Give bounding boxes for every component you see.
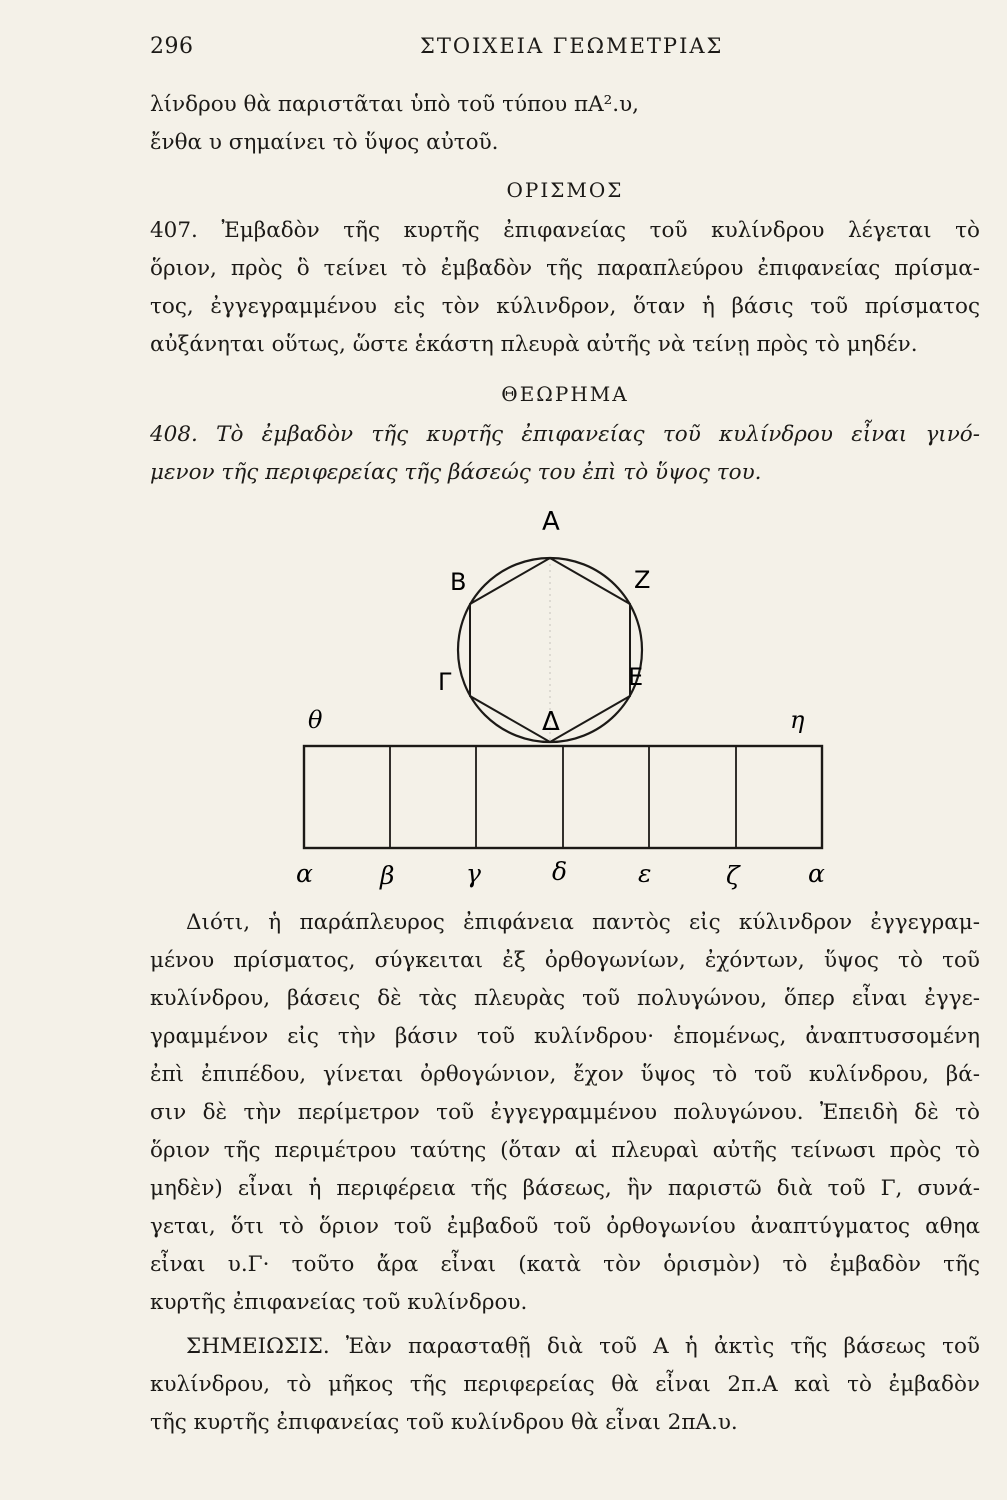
- definition-line: τος, ἐγγεγραμμένου εἰς τὸν κύλινδρον, ὅταν ἡ βάσις τοῦ πρίσματος: [150, 294, 980, 319]
- intro-line: ἔνθα υ σημαίνει τὸ ὕψος αὐτοῦ.: [150, 130, 499, 155]
- intro-paragraph: [150, 86, 980, 162]
- note-line: τῆς κυρτῆς ἐπιφανείας τοῦ κυλίνδρου θὰ εἶναι 2πΑ.υ.: [150, 1410, 738, 1435]
- theorem-line: 408. Τὸ ἐμβαδὸν τῆς κυρτῆς ἐπιφανείας τοῦ κυλίνδρου εἶναι γινό-: [150, 422, 980, 447]
- proof-line: Διότι, ἡ παράπλευρος ἐπιφάνεια παντὸς εἰς κύλινδρον ἐγγεγραμ-: [186, 910, 980, 935]
- label-epsilon: Ε: [628, 663, 644, 691]
- label-gamma: Γ: [438, 668, 452, 696]
- proof-line: ἐπὶ ἐπιπέδου, γίνεται ὀρθογώνιον, ἔχον ὕψος τὸ τοῦ κυλίνδρου, βά-: [150, 1062, 980, 1087]
- page-number: 296: [150, 34, 194, 59]
- note-line: κυλίνδρου, τὸ μῆκος τῆς περιφερείας θὰ εἶναι 2π.Α καὶ τὸ ἐμβαδὸν: [150, 1372, 980, 1397]
- label-zeta: Ζ: [634, 566, 651, 594]
- label-z: ζ: [726, 861, 740, 890]
- label-b: β: [380, 861, 395, 890]
- proof-line: μένου πρίσματος, σύγκειται ἐξ ὀρθογωνίων, ἐχόντων, ὕψος τὸ τοῦ: [150, 948, 980, 973]
- label-delta: Δ: [542, 707, 560, 737]
- theorem-heading: ΘΕΩΡΗΜΑ: [501, 382, 629, 406]
- label-g: γ: [466, 859, 481, 888]
- proof-line: σιν δὲ τὴν περίμετρον τοῦ ἐγγεγραμμένου πολυγώνου. Ἐπειδὴ δὲ τὸ: [150, 1100, 980, 1125]
- label-alpha-top: Α: [542, 507, 560, 537]
- definition-line: 407. Ἐμβαδὸν τῆς κυρτῆς ἐπιφανείας τοῦ κυλίνδρου λέγεται τὸ: [150, 218, 980, 243]
- proof-line: ὅριον τῆς περιμέτρου ταύτης (ὅταν αἱ πλευραὶ αὐτῆς τείνωσι πρὸς τὸ: [150, 1138, 980, 1163]
- theorem-line: μενον τῆς περιφερείας τῆς βάσεώς του ἐπὶ τὸ ὕψος του.: [150, 460, 762, 485]
- proof-line: εἶναι υ.Γ· τοῦτο ἄρα εἶναι (κατὰ τὸν ὁρισμὸν) τὸ ἐμβαδὸν τῆς: [150, 1252, 980, 1277]
- definition-line: ὅριον, πρὸς ὃ τείνει τὸ ἐμβαδὸν τῆς παραπλεύρου ἐπιφανείας πρίσμα-: [150, 256, 980, 281]
- theorem-statement: [150, 416, 980, 492]
- label-beta: Β: [450, 568, 467, 596]
- definition-heading: ΟΡΙΣΜΟΣ: [506, 178, 624, 202]
- label-d: δ: [552, 857, 568, 886]
- label-e: ε: [638, 859, 652, 888]
- definition-line: αὐξάνηται οὕτως, ὥστε ἑκάστη πλευρὰ αὐτῆς νὰ τείνῃ πρὸς τὸ μηδέν.: [150, 332, 918, 357]
- label-a-start: α: [296, 859, 313, 888]
- intro-line: λίνδρου θὰ παριστᾶται ὑπὸ τοῦ τύπου πΑ².υ,: [150, 92, 640, 117]
- cylinder-development-figure: [280, 500, 880, 900]
- note-paragraph: [150, 1328, 980, 1442]
- label-theta: θ: [308, 706, 323, 734]
- proof-line: κυρτῆς ἐπιφανείας τοῦ κυλίνδρου.: [150, 1290, 528, 1315]
- note-line: ΣΗΜΕΙΩΣΙΣ. Ἐὰν παρασταθῇ διὰ τοῦ Α ἡ ἀκτὶς τῆς βάσεως τοῦ: [186, 1334, 980, 1359]
- running-title: ΣΤΟΙΧΕΙΑ ΓΕΩΜΕΤΡΙΑΣ: [420, 34, 724, 58]
- proof-line: γεται, ὅτι τὸ ὅριον τοῦ ἐμβαδοῦ τοῦ ὀρθογωνίου ἀναπτύγματος αθηα: [150, 1214, 980, 1239]
- label-a-end: α: [808, 859, 825, 888]
- proof-paragraph: [150, 904, 980, 1322]
- proof-line: κυλίνδρου, βάσεις δὲ τὰς πλευρὰς τοῦ πολυγώνου, ὅπερ εἶναι ἐγγε-: [150, 986, 980, 1011]
- proof-line: γραμμένον εἰς τὴν βάσιν τοῦ κυλίνδρου· ἑπομένως, ἀναπτυσσομένη: [150, 1024, 980, 1049]
- label-eta: η: [790, 706, 805, 734]
- definition-paragraph: [150, 212, 980, 364]
- proof-line: μηδὲν) εἶναι ἡ περιφέρεια τῆς βάσεως, ἣν παριστῶ διὰ τοῦ Γ, συνά-: [150, 1176, 980, 1201]
- page-header: [150, 34, 985, 64]
